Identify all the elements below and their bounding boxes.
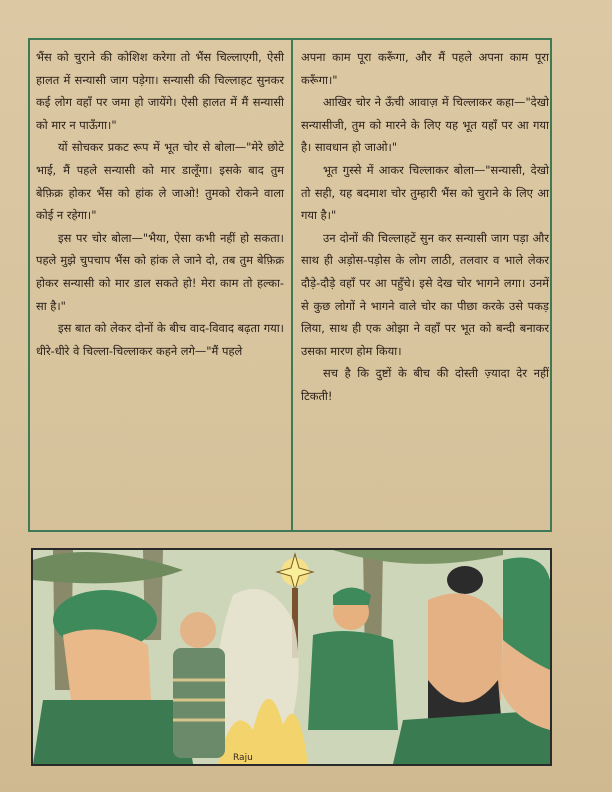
turbaned-man-robe — [33, 700, 193, 764]
thief-body — [173, 648, 225, 758]
thief-head — [180, 612, 216, 648]
paragraph: उन दोनों की चिल्लाहटें सुन कर सन्यासी जाग पड़ा और साथ ही अड़ोस-पड़ोस के लोग लाठी, तलवार व भाले लेकर दौड़े-दौड़े वहाँ पर आ पहुँचे। इसे देख चोर भागने लगा। उनमें से कुछ लोगों ने भागने वाले चोर का पीछा करके उसे पकड़ लिया, साथ ही एक ओझा ने वहाँ पर भूत को बन्दी बनाकर उसका मारण होम किया। — [301, 230, 549, 358]
paragraph: भूत गुस्से में आकर चिल्लाकर बोला—"सन्यासी, देखो तो सही, यह बदमाश चोर तुम्हारी भैंस को चुराने के लिए आ गया है।" — [301, 162, 549, 223]
paragraph: यों सोचकर प्रकट रूप में भूत चोर से बोला—"मेरे छोटे भाई, मैं पहले सन्यासी को मार डालूँगा। इसके बाद तुम बेफ़िक्र होकर भैंस को हांक ले जाओ! तुमको रोकने वाला कोई न रहेगा।" — [36, 140, 284, 223]
column-divider — [291, 40, 293, 530]
paragraph: सच है कि दुष्टों के बीच की दोस्ती ज़्यादा देर नहीं टिकती! — [301, 366, 549, 403]
paragraph: भैंस को चुराने की कोशिश करेगा तो भैंस चिल्लाएगी, ऐसी हालत में सन्यासी जाग पड़ेगा। सन्यासी की चिल्लाहट सुनकर कई लोग वहाँ पर जमा हो जायेंगे। ऐसी हालत में मैं सन्यासी को मार न पाऊँगा।" — [36, 50, 284, 132]
artist-signature: Raju — [233, 753, 253, 763]
paragraph: आखिर चोर ने ऊँची आवाज़ में चिल्लाकर कहा—"देखो सन्यासीजी, तुम को मारने के लिए यह भूत यहाँ पर आ गया है। सावधान हो जाओ।" — [301, 95, 549, 155]
right-column — [301, 46, 549, 408]
paragraph: इस बात को लेकर दोनों के बीच वाद-विवाद बढ़ता गया। धीरे-धीरे वे चिल्ला-चिल्लाकर कहने लगे—"मैं पहले — [36, 321, 284, 358]
paragraph: इस पर चोर बोला—"भैया, ऐसा कभी नहीं हो सकता। पहले मुझे चुपचाप भैंस को हांक ले जाने दो, तब तुम बेफ़िक्र होकर सन्यासी को मार डाल सकते हो! मेरा काम तो हल्का-सा है।" — [36, 230, 284, 313]
left-column — [36, 46, 284, 362]
hermit-topknot — [447, 566, 483, 594]
illustration-svg — [33, 550, 550, 764]
story-illustration — [31, 548, 552, 766]
exorcist-robe — [308, 631, 398, 730]
paragraph: अपना काम पूरा करूँगा, और मैं पहले अपना काम पूरा करूँगा।" — [301, 50, 549, 87]
turbaned-man-face — [63, 629, 151, 710]
